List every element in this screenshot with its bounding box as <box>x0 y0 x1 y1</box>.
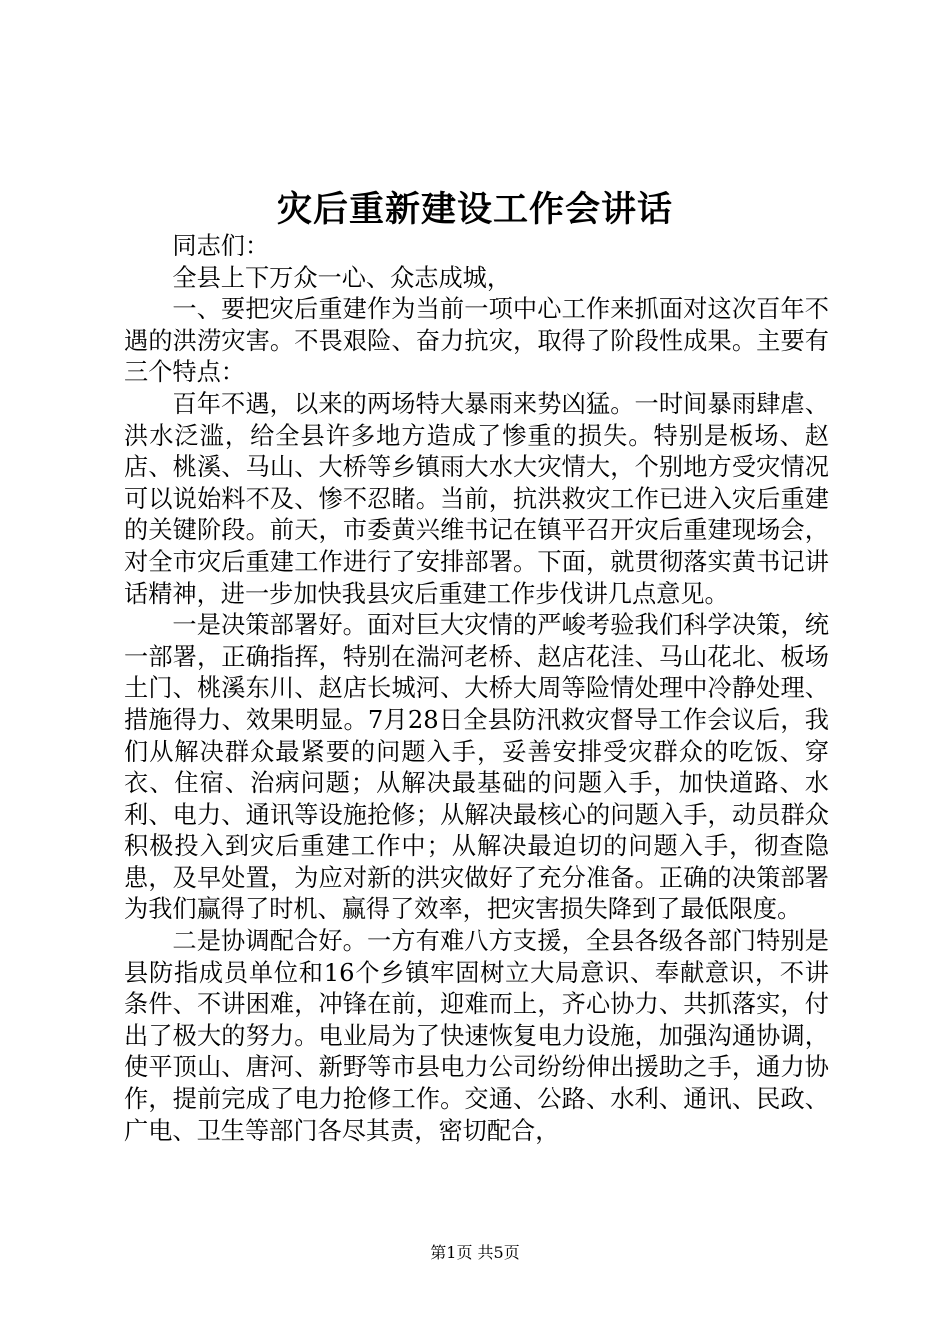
page-number-footer: 第1页 共5页 <box>430 1243 520 1262</box>
document-title: 灾后重新建设工作会讲话 <box>276 189 673 230</box>
decision-paragraph: 一是决策部署好。面对巨大灾情的严峻考验我们科学决策，统一部署，正确指挥，特别在湍河老桥、赵店花洼、马山花北、板场土门、桃溪东川、赵店长城河、大桥大周等险情处理中冷静处理、措施得力、效果明显。7月28日全县防汛救灾督导工作会议后，我们从解决群众最紧要的问题入手，妥善安排受灾群众的吃饭、穿衣、住宿、治病问题；从解决最基础的问题入手，加快道路、水利、电力、通讯等设施抢修；从解决最核心的问题入手，动员群众积极投入到灾后重建工作中；从解决最迫切的问题入手，彻查隐患，及早处置，为应对新的洪灾做好了充分准备。正确的决策部署为我们赢得了时机、赢得了效率，把灾害损失降到了最低限度。 <box>124 611 829 924</box>
opening-paragraph: 全县上下万众一心、众志成城， <box>172 263 512 292</box>
background-paragraph: 百年不遇，以来的两场特大暴雨来势凶猛。一时间暴雨肆虐、洪水泛滥，给全县许多地方造成了惨重的损失。特别是板场、赵店、桃溪、马山、大桥等乡镇雨大水大灾情大，个别地方受灾情况可以说始料不及、惨不忍睹。当前，抗洪救灾工作已进入灾后重建的关键阶段。前天，市委黄兴维书记在镇平召开灾后重建现场会，对全市灾后重建工作进行了安排部署。下面，就贯彻落实黄书记讲话精神，进一步加快我县灾后重建工作步伐讲几点意见。 <box>124 389 829 608</box>
document-body <box>124 231 829 1147</box>
coordination-paragraph: 二是协调配合好。一方有难八方支援，全县各级各部门特别是县防指成员单位和16个乡镇牢固树立大局意识、奉献意识，不讲条件、不讲困难，冲锋在前，迎难而上，齐心协力、共抓落实，付出了极大的努力。电业局为了快速恢复电力设施，加强沟通协调，使平顶山、唐河、新野等市县电力公司纷纷伸出援助之手，通力协作，提前完成了电力抢修工作。交通、公路、水利、通讯、民政、广电、卫生等部门各尽其责，密切配合， <box>124 927 829 1145</box>
salutation-paragraph: 同志们： <box>172 232 270 260</box>
section-one-paragraph: 一、要把灾后重建作为当前一项中心工作来抓面对这次百年不遇的洪涝灾害。不畏艰险、奋力抗灾，取得了阶段性成果。主要有三个特点： <box>124 295 829 387</box>
